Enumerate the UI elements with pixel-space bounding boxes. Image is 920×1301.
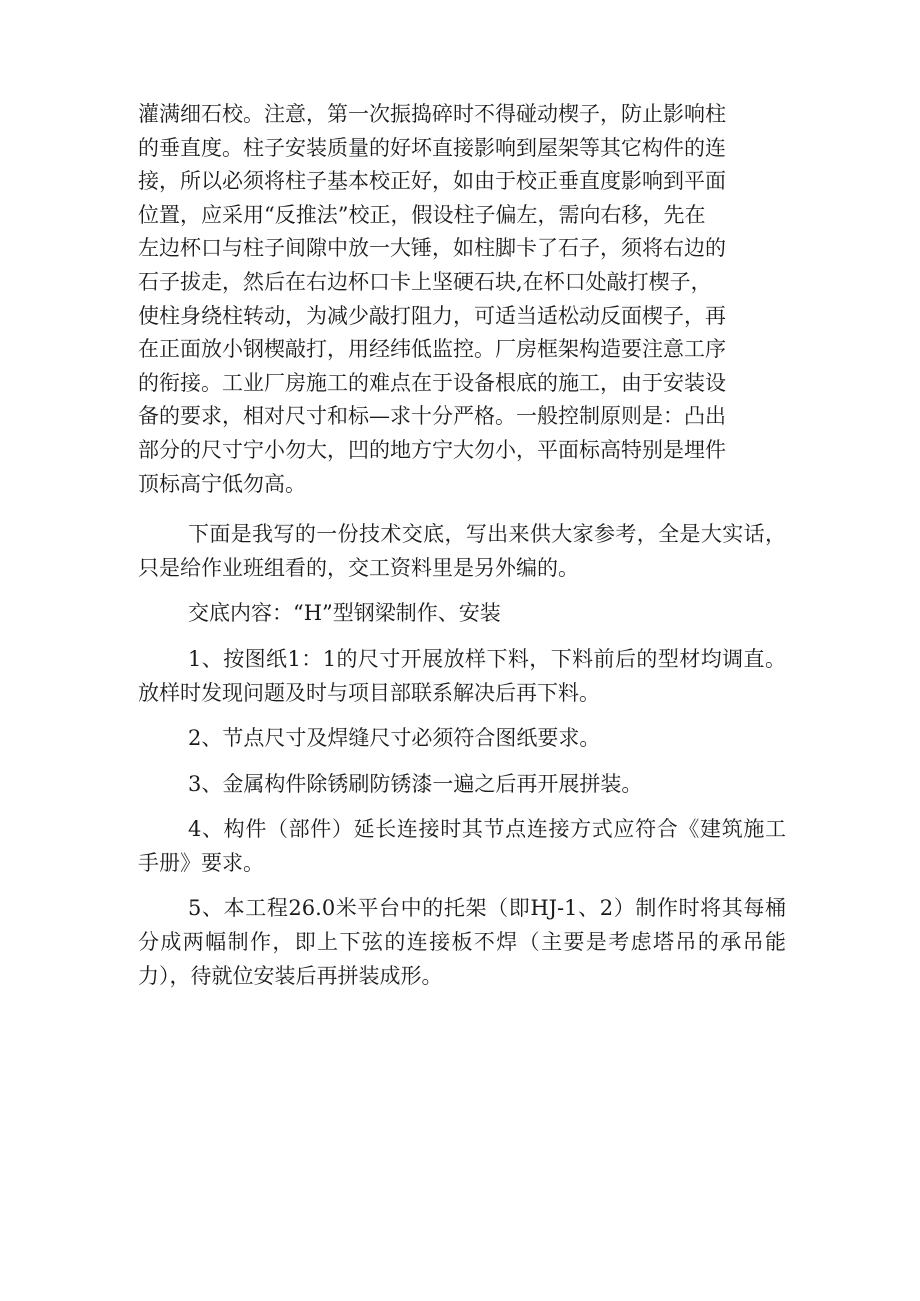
text-line: 灌满细石校。注意，第一次振捣碎时不得碰动楔子，防止影响柱	[138, 102, 726, 126]
text-line: 的衔接。工业厂房施工的难点在于设备根底的施工，由于安装设	[138, 370, 726, 395]
text-line: 在正面放小钢楔敲打，用经纬低监控。厂房框架构造要注意工序	[138, 337, 726, 362]
list-item-2: 2、节点尺寸及焊缝尺寸必须符合图纸要求。	[188, 726, 601, 751]
text-line: 使柱身绕柱转动，为减少敲打阻力，可适当适松动反面楔子，再	[138, 303, 726, 328]
list-item-3: 3、金属构件除锈刷防锈漆一遍之后再开展拼装。	[188, 771, 643, 796]
list-item-1: 1、按图纸1：1的尺寸开展放样下料，下料前后的型材均调直。放样时发现问题及时与项目部联系解决后再下料。	[138, 646, 786, 705]
paragraph-column-installation	[138, 98, 786, 501]
paragraph-intro: 下面是我写的一份技术交底，写出来供大家参考，全是大实话，只是给作业班组看的，交工资料里是另外编的。	[138, 522, 786, 580]
text-line: 顶标高宁低勿高。	[138, 471, 306, 496]
section-heading: 交底内容：“H”型钢梁制作、安装	[188, 601, 501, 626]
text-line: 部分的尺寸宁小勿大，凹的地方宁大勿小，平面标高特别是埋件	[138, 437, 726, 462]
list-item-4: 4、构件（部件）延长连接时其节点连接方式应符合《建筑施工手册》要求。	[138, 817, 786, 875]
text-line: 接，所以必须将柱子基本校正好，如由于校正垂直度影响到平面	[138, 169, 726, 194]
text-line: 左边杯口与柱子间隙中放一大锤，如柱脚卡了石子，须将右边的	[138, 236, 726, 261]
text-line: 备的要求，相对尺寸和标—求十分严格。一般控制原则是：凸出	[138, 404, 726, 429]
list-item-5: 5、本工程26.0米平台中的托架（即HJ-1、2）制作时将其每桶分成两幅制作，即上下弦的连接板不焊（主要是考虑塔吊的承吊能力），待就位安装后再拼装成形。	[138, 896, 786, 988]
document-page	[138, 98, 786, 993]
text-line: 石子拔走，然后在右边杯口卡上坚硬石块,在杯口处敲打楔子，	[138, 269, 712, 294]
text-line: 位置，应采用“反推法”校正，假设柱子偏左，需向右移，先在	[138, 202, 706, 227]
text-line: 的垂直度。柱子安装质量的好坏直接影响到屋架等其它构件的连	[138, 135, 726, 160]
